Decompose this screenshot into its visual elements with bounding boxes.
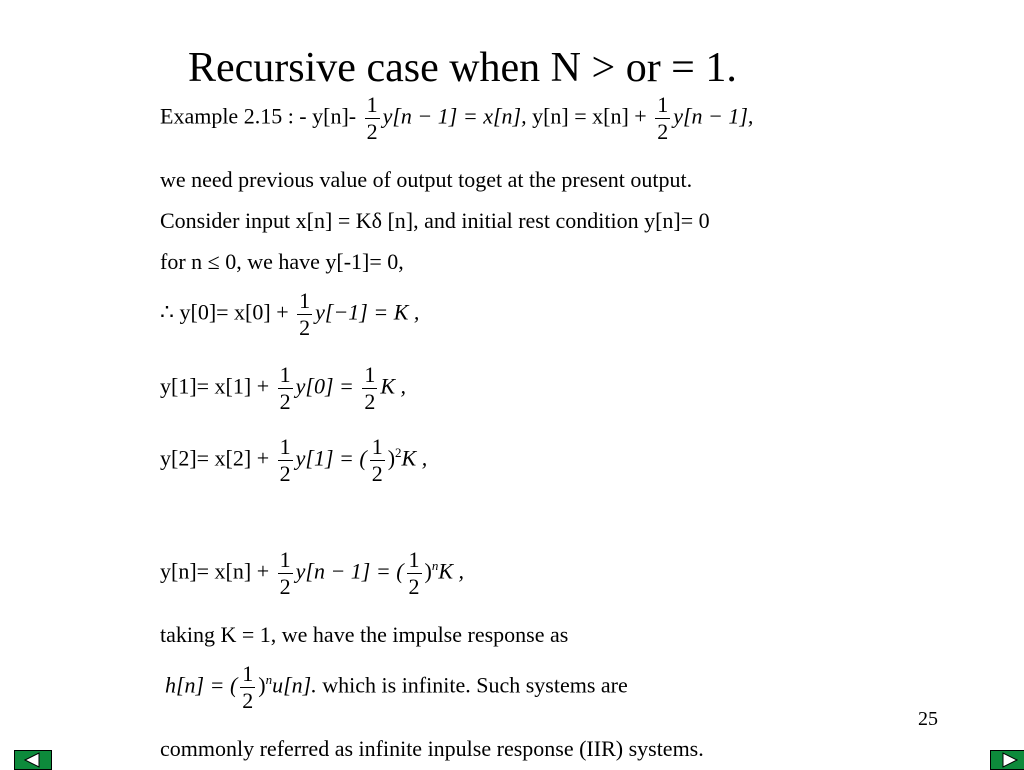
arrow-right-icon: [991, 751, 1024, 769]
example-term2: y[n − 1],: [673, 103, 754, 129]
arrow-left-icon: [15, 751, 51, 769]
example-part2: y[n] = x[n] +: [526, 103, 653, 129]
example-lead: Example 2.15 : - y[n]-: [160, 103, 362, 129]
prev-slide-button[interactable]: [14, 750, 52, 770]
line-commonly: commonly referred as infinite inpulse response (IIR) systems.: [160, 736, 704, 761]
next-slide-button[interactable]: [990, 750, 1024, 770]
equation-y2: y[2]= x[2] + $\frac{1}{2}$ y[1] = ( $\frac{1}{2}$ )$^2$K ,: [160, 434, 428, 486]
line-taking: taking K = 1, we have the impulse response as: [160, 622, 569, 647]
example-term1: y[n − 1] = x[n],: [382, 103, 527, 129]
equation-h: h[n] = ( $\frac{1}{2}$ )$^n$u[n]. which is infinite. Such systems are: [165, 661, 628, 713]
line-need: we need previous value of output toget at the present output.: [160, 167, 693, 192]
equation-yn: y[n]= x[n] + $\frac{1}{2}$ y[n − 1] = ( $\frac{1}{2}$ )$^n$K ,: [160, 547, 465, 599]
line-for: for n ≤ 0, we have y[-1]= 0,: [160, 249, 404, 274]
line-consider: Consider input x[n] = Kδ [n], and initial rest condition y[n]= 0: [160, 208, 710, 233]
fraction: $\frac{1}{2}$: [366, 92, 378, 144]
equation-y1: y[1]= x[1] + $\frac{1}{2}$ y[0] = $\frac{1}{2}$ K ,: [160, 362, 407, 414]
example-line: [160, 94, 753, 143]
slide-title: Recursive case when N > or = 1.: [188, 45, 737, 91]
fraction: $\frac{1}{2}$: [657, 92, 669, 144]
equation-y0: ∴ y[0]= x[0] + $\frac{1}{2}$ y[−1] = K ,: [160, 288, 420, 340]
page-number: 25: [918, 708, 938, 730]
